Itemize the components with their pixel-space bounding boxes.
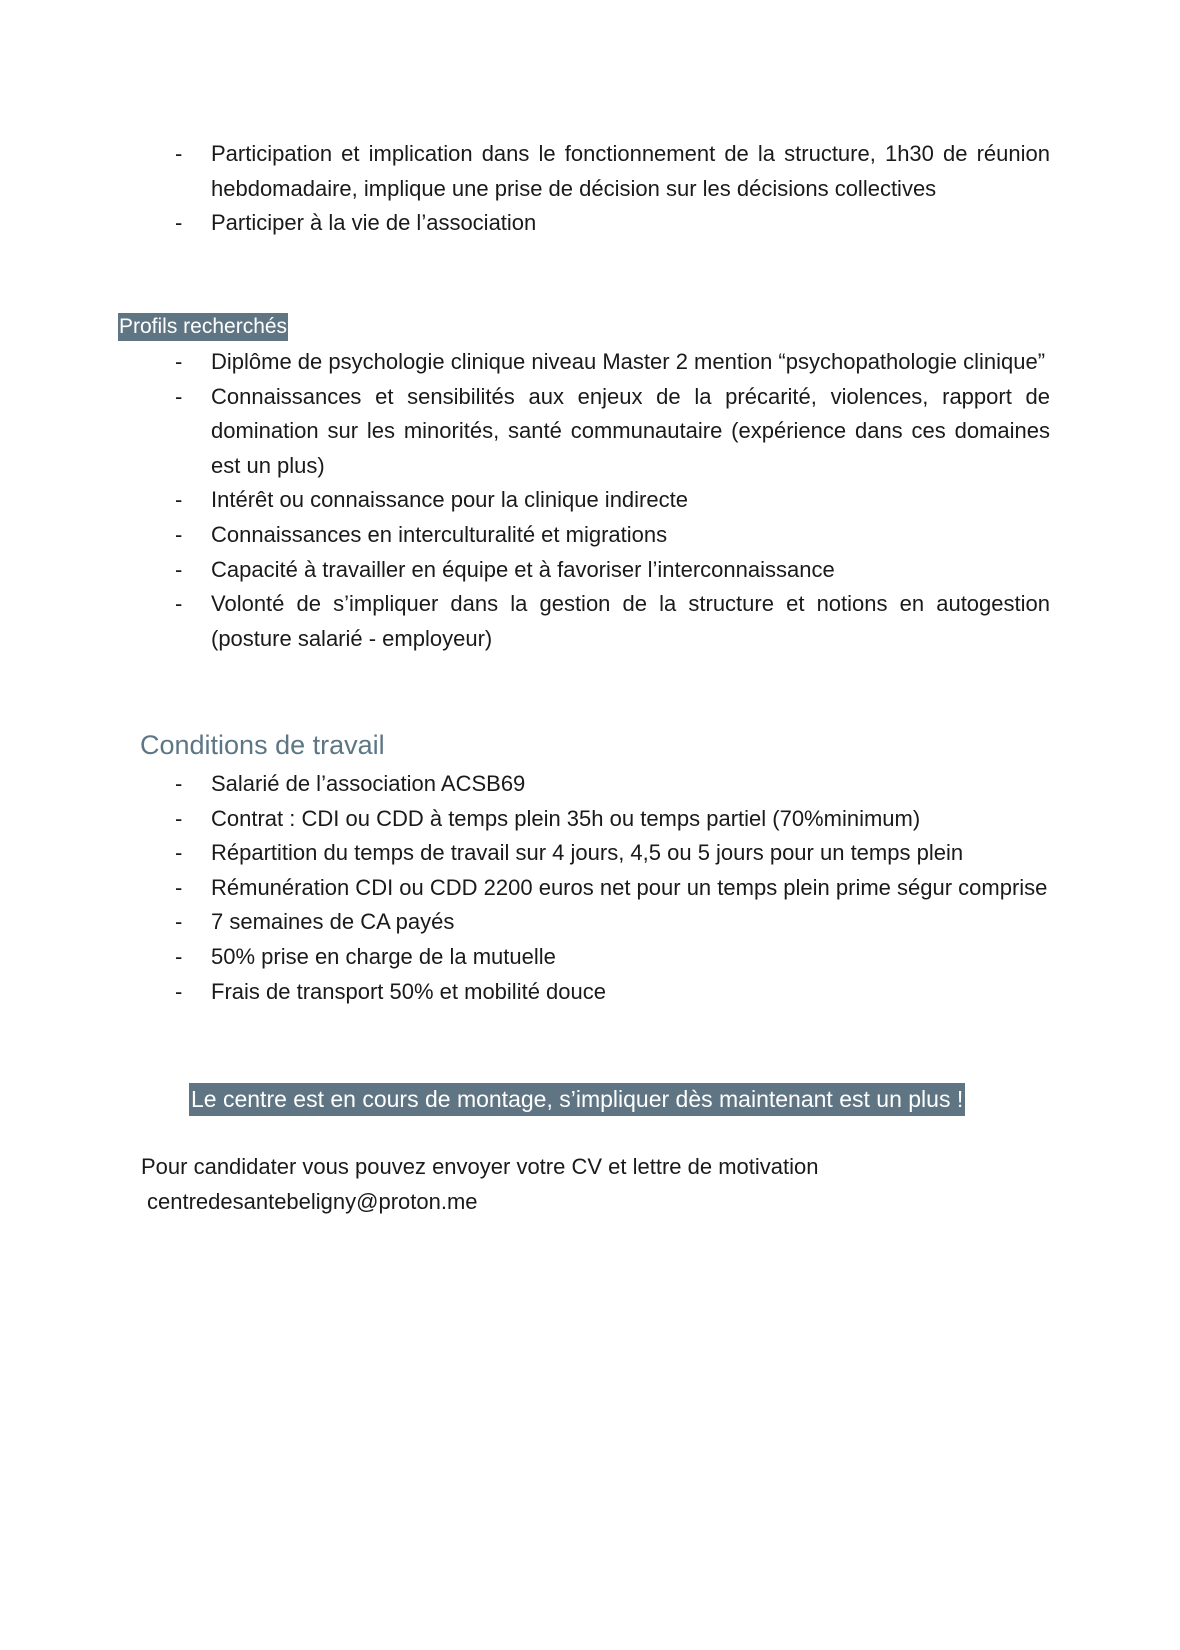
list-item-text: Frais de transport 50% et mobilité douce [211,978,606,1004]
list-item [175,905,1050,940]
list-item [175,137,1050,206]
list-item [175,380,1050,484]
list-item [175,767,1050,802]
list-item-text: Salarié de l’association ACSB69 [211,771,526,796]
conditions-title: Conditions de travail [140,730,385,760]
highlight-banner: Le centre est en cours de montage, s’impliquer dès maintenant est un plus ! [189,1083,965,1116]
list-dash: - [175,909,183,935]
list-item-text: Capacité à travailler en équipe et à favoriser l’interconnaissance [211,556,835,582]
list-item-text: 50% prise en charge de la mutuelle [211,943,556,969]
profils-list [175,345,1050,656]
list-item [175,871,1050,906]
list-item-text: Connaissances en interculturalité et migrations [211,521,668,547]
list-item [175,836,1050,871]
contact-email[interactable]: centredesantebeligny@proton.me [147,1188,478,1214]
list-item-text: Connaissances et sensibilités aux enjeux de la précarité, violences, rapport de domination sur les minorités, santé communautaire (expérience dans ces domaines est un plus) [211,383,1050,478]
list-item [175,518,1050,553]
list-item-text: Volonté de s’impliquer dans la gestion de la structure et notions en autogestion (posture salarié - employeur) [211,591,1050,651]
list-item [175,975,1050,1010]
application-text: Pour candidater vous pouvez envoyer votre CV et lettre de motivation [141,1154,819,1179]
list-item-text: Contrat : CDI ou CDD à temps plein 35h ou temps partiel (70%minimum) [211,805,921,831]
list-item-text: Participer à la vie de l’association [211,210,537,236]
list-dash: - [175,805,183,831]
list-item [175,553,1050,588]
list-item [175,940,1050,975]
application-instructions [141,1150,1041,1219]
list-dash: - [175,210,183,236]
list-dash: - [175,141,183,166]
list-dash: - [175,591,183,617]
list-dash: - [175,978,183,1004]
profils-heading: Profils recherchés [118,313,288,341]
conditions-list [175,767,1050,1009]
list-item [175,802,1050,837]
list-item-text: Diplôme de psychologie clinique niveau Master 2 mention “psychopathologie clinique” [211,349,1046,374]
list-dash: - [175,556,183,582]
list-dash: - [175,383,183,409]
list-dash: - [175,521,183,547]
missions-list [175,137,1050,241]
list-dash: - [175,487,183,513]
list-item [175,206,1050,241]
list-dash: - [175,874,183,900]
list-item-text: Répartition du temps de travail sur 4 jours, 4,5 ou 5 jours pour un temps plein [211,840,964,866]
list-dash: - [175,771,183,796]
list-dash: - [175,943,183,969]
list-item-text: Intérêt ou connaissance pour la clinique indirecte [211,487,688,513]
list-item-text: 7 semaines de CA payés [211,909,455,935]
list-dash: - [175,349,183,374]
list-item-text: Rémunération CDI ou CDD 2200 euros net pour un temps plein prime ségur comprise [211,874,1048,900]
list-item [175,345,1050,380]
list-item [175,587,1050,656]
list-item [175,483,1050,518]
list-item-text: Participation et implication dans le fonctionnement de la structure, 1h30 de réunion hebdomadaire, implique une prise de décision sur les décisions collectives [211,141,1050,201]
list-dash: - [175,840,183,866]
